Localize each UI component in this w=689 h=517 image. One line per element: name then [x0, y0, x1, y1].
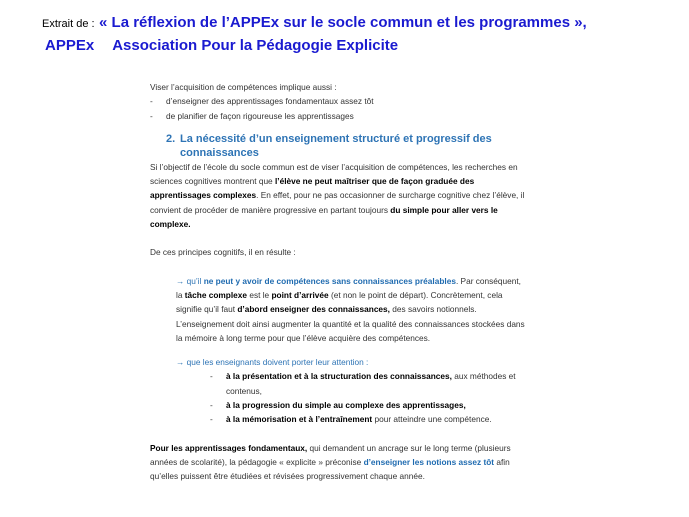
attention-item: - à la progression du simple au complexe des apprentissages, — [210, 400, 466, 411]
arrow-icon: → — [176, 275, 185, 286]
org-name: Association Pour la Pédagogie Explicite — [112, 37, 399, 54]
org-acronym: APPEx — [45, 37, 95, 54]
paragraph-1: Si l’objectif de l’école du socle commun est de viser l’acquisition de compétences, les recherches en sciences cognitives montrent que l’élève ne peut maîtriser que de façon graduée des apprentissages complexes. En effet, pour ne pas occasionner de surcharge cognitive chez l’élève, il convient de procéder de manière progressive en partant toujours du simple pour aller vers le complexe. — [150, 161, 525, 230]
intro-item: - d’enseigner des apprentissages fondamentaux assez tôt — [150, 96, 374, 107]
attention-item: - à la mémorisation et à l’entraînement pour atteindre une compétence. — [210, 414, 492, 425]
paragraph-2: De ces principes cognitifs, il en résulte : — [150, 247, 296, 258]
source-title: « La réflexion de l’APPEx sur le socle commun et les programmes », — [99, 14, 587, 31]
paragraph-3: Pour les apprentissages fondamentaux, qui demandent un ancrage sur le long terme (plusieurs années de scolarité), la pédagogie « explicite » préconise d’enseigner les notions assez tôt afin qu’elles puissent être étudiées et révisées progressivement chaque année. — [150, 442, 511, 482]
bullet-competences: → qu’il ne peut y avoir de compétences sans connaissances préalables. Par conséquent, la tâche complexe est le point d’arrivée (et non le point de départ). Concrètement, cela signifie qu’il faut d’abord enseigner des connaissances, des savoirs notionnels. L’enseignement doit ainsi augmenter la quantité et la qualité des connaissances stockées dans la mémoire à long terme pour que l’élève acquière des compétences. — [176, 275, 525, 343]
header-line-1 — [42, 14, 587, 32]
header-line-2 — [45, 37, 398, 54]
intro-text: Viser l’acquisition de compétences implique aussi : — [150, 82, 337, 92]
attention-item: - à la présentation et à la structuration des connaissances, aux méthodes et contenus, — [210, 371, 516, 396]
intro-item: - de planifier de façon rigoureuse les apprentissages — [150, 110, 354, 121]
arrow-icon: → — [176, 357, 185, 368]
bullet-attention: → que les enseignants doivent porter leur attention : — [176, 357, 369, 368]
document-excerpt — [150, 80, 528, 484]
source-prefix: Extrait de : — [42, 18, 95, 30]
section-heading — [166, 132, 528, 160]
section-title: La nécessité d’un enseignement structuré et progressif des connaissances — [180, 132, 492, 159]
section-number: 2. — [166, 132, 176, 145]
